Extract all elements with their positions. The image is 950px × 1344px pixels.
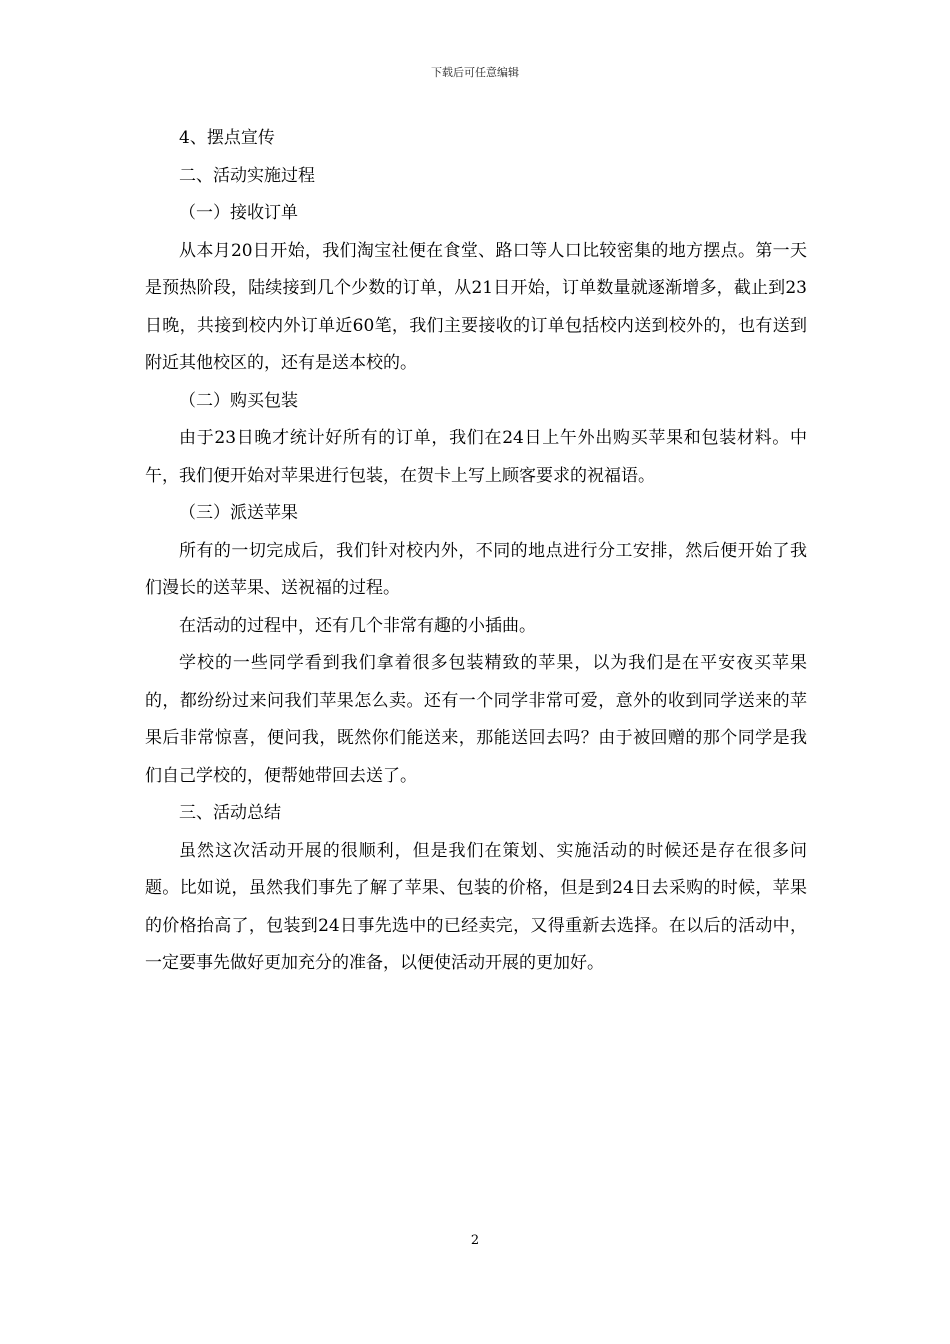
- subheading-receive-orders: （一）接收订单: [179, 203, 298, 223]
- item-promotion-booth: 4、摆点宣传: [179, 128, 275, 148]
- document-body: [145, 120, 807, 983]
- paragraph-deliver-apples: 所有的一切完成后，我们针对校内外，不同的地点进行分工安排，然后便开始了我们漫长的送苹果、送祝福的过程。: [145, 540, 807, 598]
- paragraph-purchase-packaging: 由于23日晚才统计好所有的订单，我们在24日上午外出购买苹果和包装材料。中午，我们便开始对苹果进行包装，在贺卡上写上顾客要求的祝福语。: [145, 428, 807, 486]
- paragraph-episodes-intro: 在活动的过程中，还有几个非常有趣的小插曲。: [179, 615, 536, 636]
- subheading-deliver-apples: （三）派送苹果: [179, 503, 298, 523]
- section-heading-summary: 三、活动总结: [179, 803, 281, 823]
- paragraph-receive-orders: 从本月20日开始，我们淘宝社便在食堂、路口等人口比较密集的地方摆点。第一天是预热阶段，陆续接到几个少数的订单，从21日开始，订单数量就逐渐增多，截止到23日晚，共接到校内外订单近60笔，我们主要接收的订单包括校内送到校外的，也有送到附近其他校区的，还有是送本校的。: [145, 240, 807, 373]
- paragraph-summary: 虽然这次活动开展的很顺利，但是我们在策划、实施活动的时候还是存在很多问题。比如说，虽然我们事先了解了苹果、包装的价格，但是到24日去采购的时候，苹果的价格抬高了，包装到24日事先选中的已经卖完，又得重新去选择。在以后的活动中，一定要事先做好更加充分的准备，以便使活动开展的更加好。: [145, 840, 807, 973]
- page-header: 下载后可任意编辑: [431, 66, 519, 79]
- subheading-purchase-packaging: （二）购买包装: [179, 390, 298, 411]
- section-heading-implementation: 二、活动实施过程: [179, 165, 315, 186]
- page-number: 2: [470, 1233, 480, 1248]
- paragraph-episodes: 学校的一些同学看到我们拿着很多包装精致的苹果，以为我们是在平安夜买苹果的，都纷纷过来问我们苹果怎么卖。还有一个同学非常可爱，意外的收到同学送来的苹果后非常惊喜，便问我，既然你们能送来，那能送回去吗？由于被回赠的那个同学是我们自己学校的，便帮她带回去送了。: [145, 653, 807, 786]
